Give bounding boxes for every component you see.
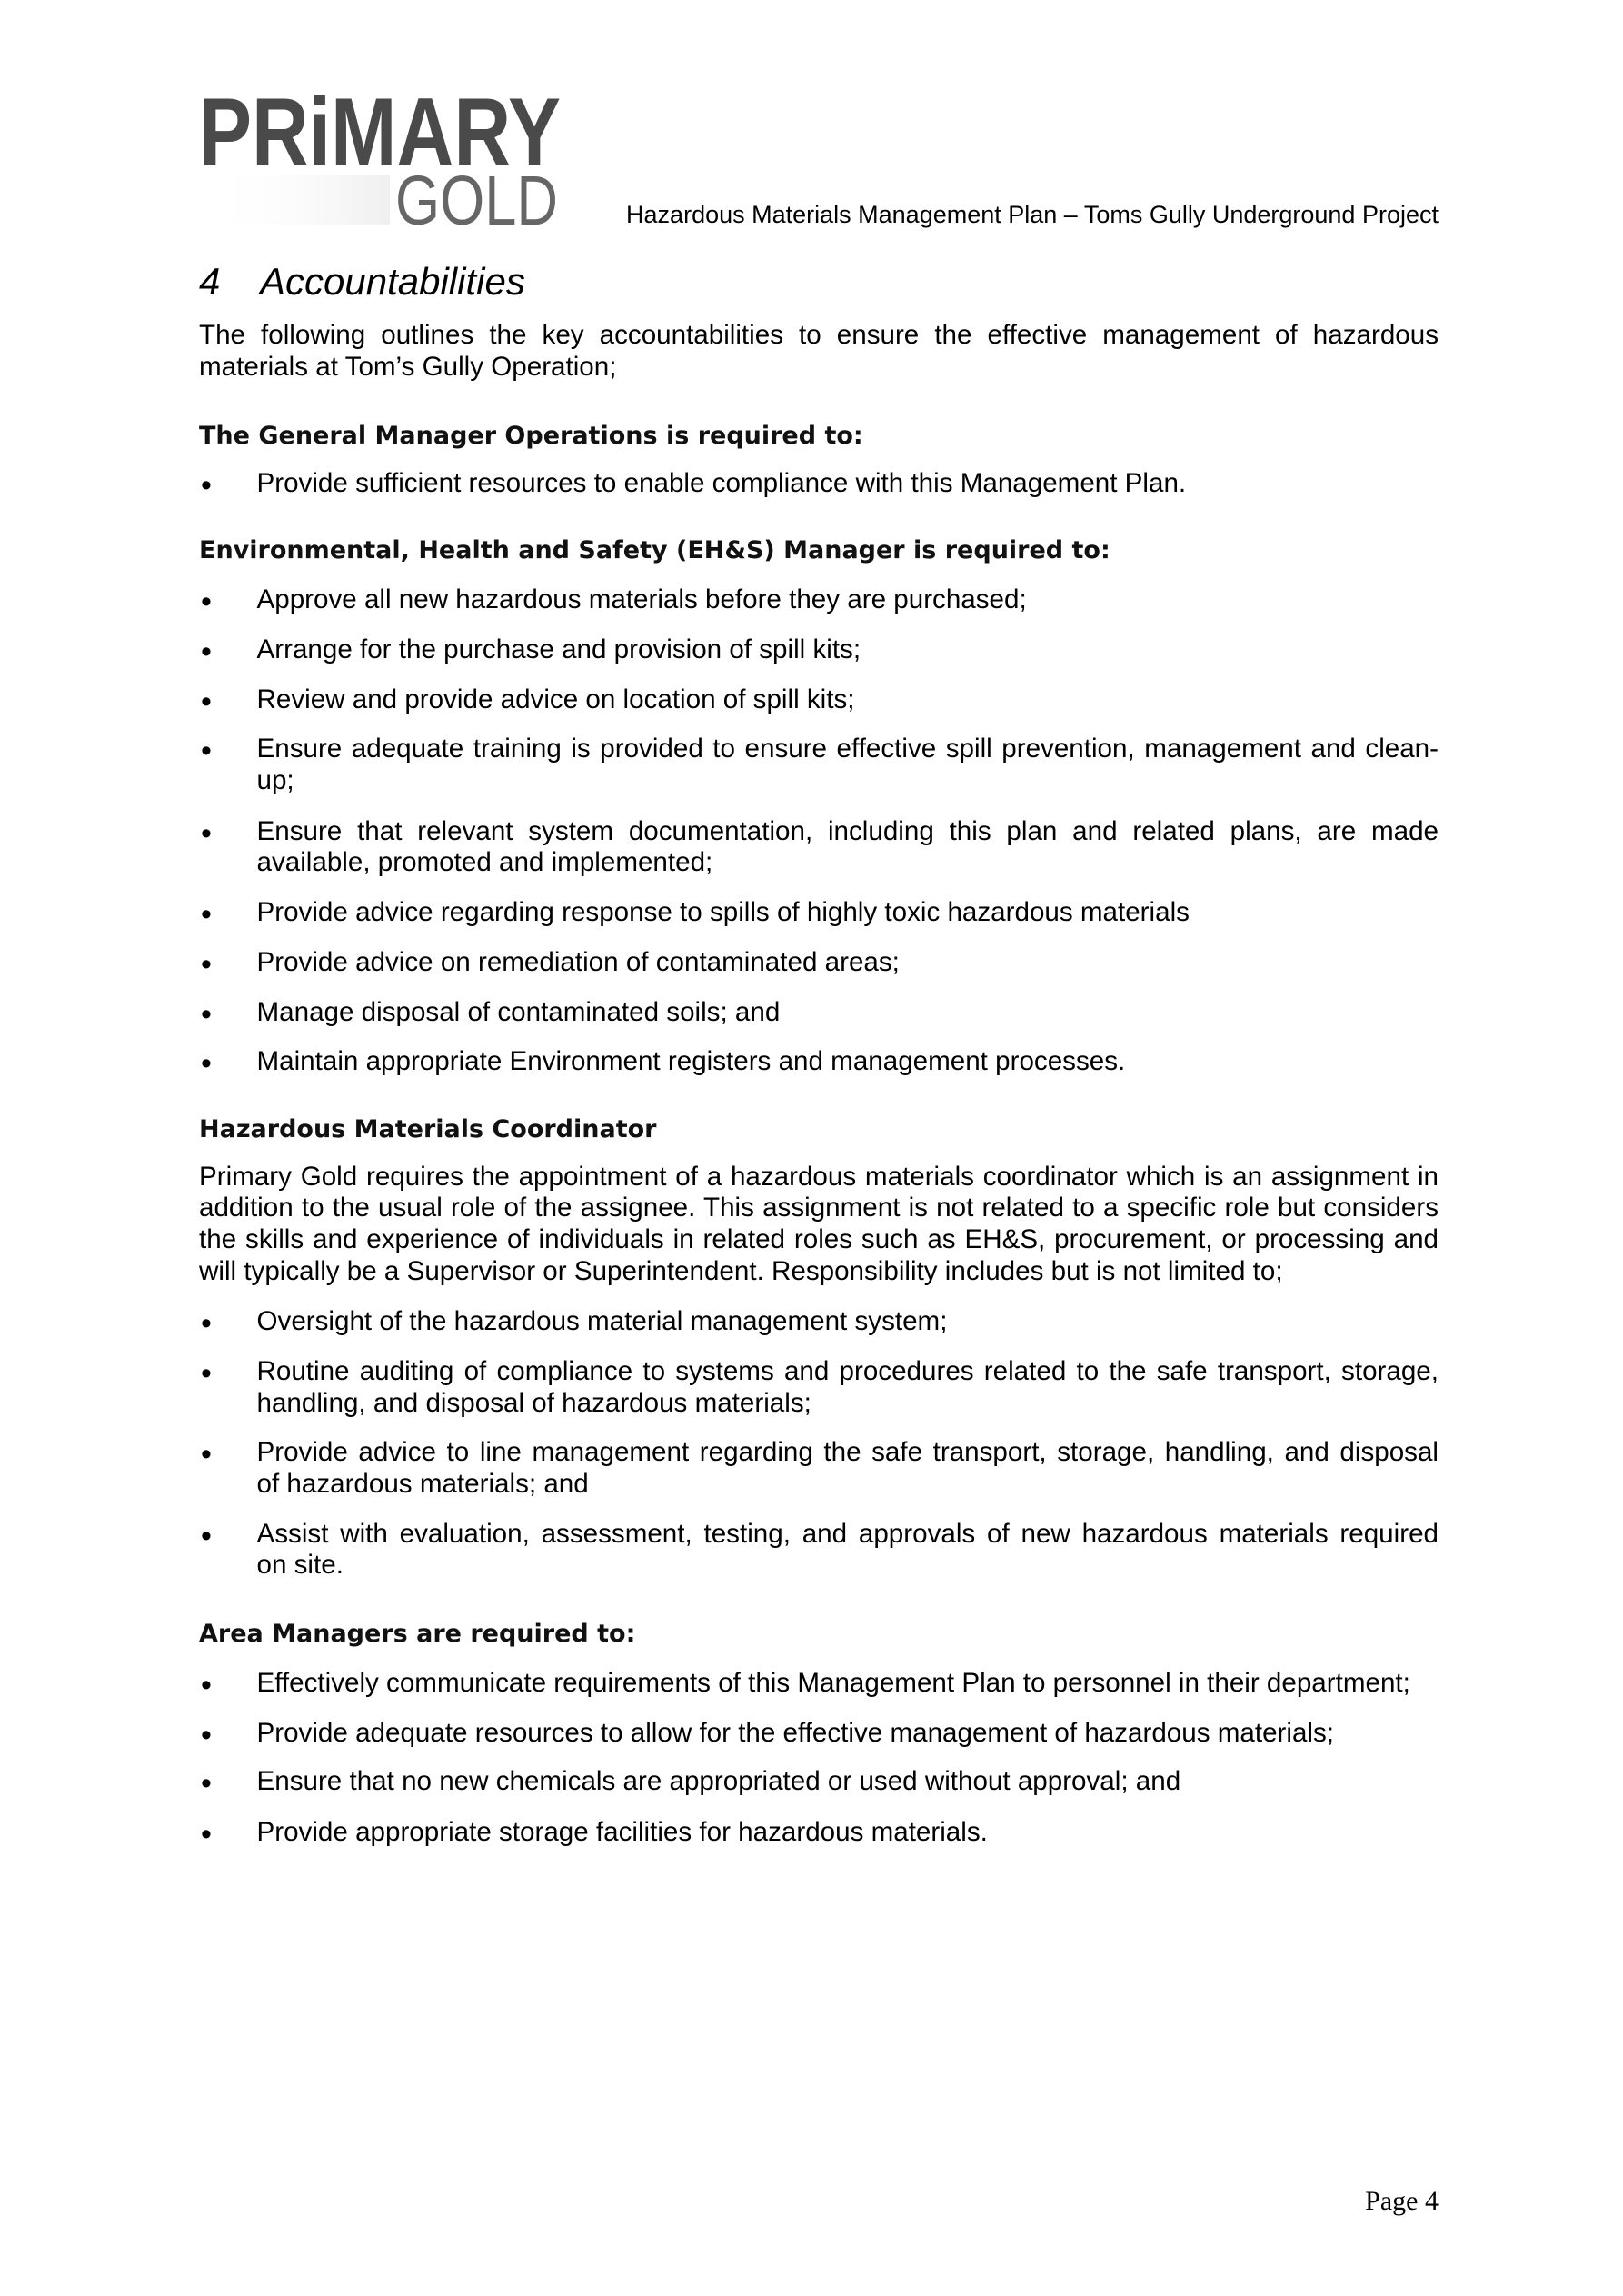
- bullet-text-line: Manage disposal of contaminated soils; and: [256, 997, 781, 1028]
- bullet-text-line: handling, and disposal of hazardous materials;: [256, 1387, 812, 1418]
- bullet-marker: •: [201, 634, 212, 669]
- paragraph-line: will typically be a Supervisor or Superintendent. Responsibility includes but is not limited to;: [199, 1256, 1283, 1287]
- section-title: Accountabilities: [260, 260, 525, 303]
- bullet-text-line: Maintain appropriate Environment registers and management processes.: [256, 1046, 1126, 1076]
- area-bullet-item: [199, 1816, 1439, 1852]
- bullet-text: [257, 1766, 1439, 1798]
- ehs-bullet-item: [199, 634, 1439, 669]
- bullet-marker: •: [201, 1046, 212, 1081]
- coordinator-paragraph: [199, 1162, 1439, 1288]
- gm-bullet-item: [199, 467, 1439, 503]
- bullet-marker: •: [201, 997, 212, 1033]
- bullet-text-line: Effectively communicate requirements of this Management Plan to personnel in their department;: [256, 1667, 1410, 1698]
- paragraph-line: materials at Tom’s Gully Operation;: [199, 351, 617, 382]
- bullet-text: [257, 1817, 1439, 1849]
- ehs-bullet-item: [199, 1046, 1439, 1081]
- bullet-text: [257, 1356, 1439, 1420]
- coordinator-bullet-item: [199, 1437, 1439, 1501]
- ehs-bullet-item: [199, 947, 1439, 983]
- intro-paragraph: [199, 320, 1439, 384]
- paragraph-line: the skills and experience of individuals in related roles such as EH&S, procurement, or processing and: [199, 1224, 1439, 1255]
- bullet-marker: •: [201, 1356, 212, 1391]
- bullet-text: [257, 897, 1439, 929]
- section-number: 4: [199, 260, 221, 303]
- bullet-marker: •: [201, 684, 212, 720]
- area-bullet-item: [199, 1766, 1439, 1802]
- bullet-marker: •: [201, 584, 212, 619]
- bullet-text: [257, 634, 1439, 666]
- bullet-text: [257, 1718, 1439, 1750]
- logo-wordmark-gold: GOLD: [395, 162, 558, 227]
- paragraph-line: The following outlines the key accountabilities to ensure the effective management of hazardous: [199, 320, 1439, 351]
- bullet-text-line: Ensure that no new chemicals are appropriated or used without approval; and: [256, 1766, 1181, 1797]
- paragraph-line: Primary Gold requires the appointment of a hazardous materials coordinator which is an assignment in: [199, 1161, 1439, 1192]
- bullet-marker: •: [201, 1305, 212, 1341]
- ehs-bullet-item: [199, 997, 1439, 1033]
- bullet-text-line: Provide appropriate storage facilities for hazardous materials.: [256, 1816, 988, 1847]
- bullet-marker: •: [201, 1717, 212, 1752]
- bullet-text-line: Provide advice regarding response to spills of highly toxic hazardous materials: [256, 897, 1190, 927]
- ehs-bullet-item: [199, 734, 1439, 797]
- bullet-marker: •: [201, 897, 212, 932]
- bullet-text: [257, 468, 1439, 500]
- bullet-text-line: Arrange for the purchase and provision of spill kits;: [256, 634, 861, 664]
- bullet-text: [257, 1519, 1439, 1582]
- bullet-text-line: Provide advice on remediation of contaminated areas;: [256, 947, 900, 978]
- ehs-bullet-item: [199, 816, 1439, 880]
- page-number: Page 4: [1365, 2186, 1439, 2216]
- bullet-text: [257, 734, 1439, 797]
- bullet-text: [257, 584, 1439, 616]
- bullet-marker: •: [201, 1518, 212, 1553]
- ehs-heading: Environmental, Health and Safety (EH&S) Manager is required to:: [199, 536, 1110, 565]
- area-bullet-item: [199, 1668, 1439, 1700]
- area-managers-heading: Area Managers are required to:: [199, 1619, 636, 1648]
- bullet-text-line: on site.: [256, 1550, 344, 1581]
- bullet-marker: •: [201, 1667, 212, 1702]
- bullet-text: [257, 1306, 1439, 1338]
- primary-gold-logo: [199, 91, 563, 227]
- bullet-text-line: available, promoted and implemented;: [256, 847, 713, 878]
- bullet-text: [257, 1668, 1439, 1700]
- bullet-text-line: Oversight of the hazardous material management system;: [256, 1305, 948, 1336]
- bullet-text-line: Provide sufficient resources to enable compliance with this Management Plan.: [256, 467, 1187, 498]
- bullet-marker: •: [201, 815, 212, 851]
- area-bullet-item: [199, 1718, 1439, 1750]
- bullet-text-line: Provide adequate resources to allow for the effective management of hazardous materials;: [256, 1717, 1335, 1748]
- bullet-marker: •: [201, 1816, 212, 1852]
- bullet-text: [257, 997, 1439, 1029]
- bullet-marker: •: [201, 733, 212, 768]
- gm-heading: The General Manager Operations is required to:: [199, 421, 863, 450]
- bullet-text-line: Ensure adequate training is provided to ensure effective spill prevention, management and clean-: [256, 733, 1439, 764]
- ehs-bullet-item: [199, 897, 1439, 932]
- bullet-text: [257, 1437, 1439, 1501]
- logo-wordmark-primary: PRiMARY: [199, 91, 561, 186]
- document-header-title: Hazardous Materials Management Plan – Toms Gully Underground Project: [626, 201, 1439, 228]
- bullet-text: [257, 684, 1439, 716]
- bullet-marker: •: [201, 1437, 212, 1472]
- bullet-text: [257, 1046, 1439, 1078]
- bullet-text-line: up;: [256, 764, 294, 795]
- paragraph-line: addition to the usual role of the assignee. This assignment is not related to a specific role but considers: [199, 1193, 1439, 1223]
- bullet-text: [257, 947, 1439, 979]
- bullet-marker: •: [201, 1766, 212, 1802]
- bullet-text-line: Approve all new hazardous materials before they are purchased;: [256, 584, 1027, 614]
- bullet-marker: •: [201, 467, 212, 503]
- bullet-text-line: Routine auditing of compliance to systems and procedures related to the safe transport, storage,: [256, 1356, 1439, 1386]
- coordinator-bullet-item: [199, 1356, 1439, 1420]
- coordinator-heading: Hazardous Materials Coordinator: [199, 1114, 657, 1143]
- bullet-text-line: Provide advice to line management regarding the safe transport, storage, handling, and disposal: [256, 1437, 1439, 1468]
- ehs-bullet-item: [199, 584, 1439, 619]
- coordinator-bullet-item: [199, 1305, 1439, 1341]
- bullet-marker: •: [201, 947, 212, 983]
- bullet-text-line: of hazardous materials; and: [256, 1469, 589, 1500]
- bullet-text-line: Assist with evaluation, assessment, testing, and approvals of new hazardous materials required: [256, 1518, 1439, 1549]
- ehs-bullet-item: [199, 684, 1439, 720]
- bullet-text-line: Review and provide advice on location of spill kits;: [256, 684, 855, 715]
- coordinator-bullet-item: [199, 1519, 1439, 1582]
- bullet-text-line: Ensure that relevant system documentation, including this plan and related plans, are made: [256, 815, 1439, 846]
- bullet-text: [257, 816, 1439, 880]
